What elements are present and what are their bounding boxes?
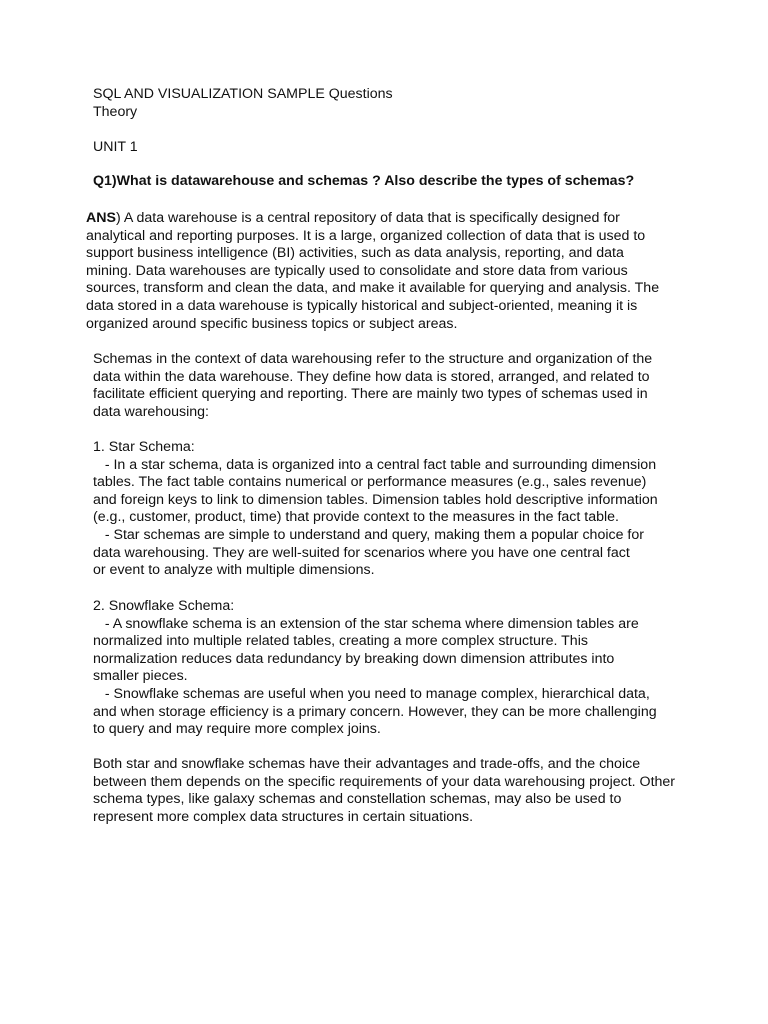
conclusion-paragraph bbox=[93, 756, 675, 826]
snowflake-schema-section bbox=[93, 598, 657, 739]
conclusion-line: between them depends on the specific requirements of your data warehousing project. Other bbox=[93, 773, 676, 790]
star-schema-line: and foreign keys to link to dimension tables. Dimension tables hold descriptive information bbox=[93, 491, 658, 508]
answer-line: sources, transform and clean the data, and make it available for querying and analysis. The bbox=[86, 280, 660, 297]
schemas-intro-line: Schemas in the context of data warehousing refer to the structure and organization of the bbox=[93, 351, 653, 367]
star-schema-heading: 1. Star Schema: bbox=[93, 439, 195, 455]
star-schema-line: tables. The fact table contains numerical or performance measures (e.g., sales revenue) bbox=[93, 474, 647, 491]
snowflake-schema-line: normalization reduces data redundancy by breaking down dimension attributes into bbox=[93, 650, 615, 667]
snowflake-schema-line: - A snowflake schema is an extension of the star schema where dimension tables are bbox=[93, 615, 639, 632]
schemas-intro-line: facilitate efficient querying and reporting. There are mainly two types of schemas used in bbox=[93, 386, 648, 403]
answer-line: analytical and reporting purposes. It is a large, organized collection of data that is used to bbox=[86, 227, 646, 244]
answer-label: ANS bbox=[86, 210, 116, 226]
schemas-intro-line: data warehousing: bbox=[93, 403, 209, 420]
snowflake-schema-line: and when storage efficiency is a primary concern. However, they can be more challenging bbox=[93, 703, 657, 720]
answer-line: data stored in a data warehouse is typically historical and subject-oriented, meaning it is bbox=[86, 297, 638, 314]
snowflake-schema-line: smaller pieces. bbox=[93, 668, 188, 685]
star-schema-section bbox=[93, 439, 658, 580]
answer-line: organized around specific business topics or subject areas. bbox=[86, 315, 458, 332]
conclusion-line: Both star and snowflake schemas have their advantages and trade-offs, and the choice bbox=[93, 756, 641, 772]
schemas-intro-paragraph bbox=[93, 351, 652, 421]
document-subtitle: Theory bbox=[93, 104, 138, 120]
conclusion-line: schema types, like galaxy schemas and constellation schemas, may also be used to bbox=[93, 791, 622, 808]
snowflake-schema-heading: 2. Snowflake Schema: bbox=[93, 598, 235, 614]
snowflake-schema-line: - Snowflake schemas are useful when you need to manage complex, hierarchical data, bbox=[93, 685, 650, 702]
question-heading: Q1)What is datawarehouse and schemas ? Also describe the types of schemas? bbox=[93, 173, 635, 189]
snowflake-schema-line: to query and may require more complex joins. bbox=[93, 721, 381, 738]
document-title: SQL AND VISUALIZATION SAMPLE Questions bbox=[93, 86, 393, 102]
star-schema-line: or event to analyze with multiple dimensions. bbox=[93, 562, 375, 579]
conclusion-line: represent more complex data structures in certain situations. bbox=[93, 808, 474, 825]
answer-line bbox=[86, 210, 659, 228]
answer-paragraph bbox=[86, 210, 659, 333]
star-schema-line: data warehousing. They are well-suited for scenarios where you have one central fact bbox=[93, 544, 630, 561]
star-schema-line: (e.g., customer, product, time) that provide context to the measures in the fact table. bbox=[93, 509, 619, 526]
answer-line: mining. Data warehouses are typically used to consolidate and store data from various bbox=[86, 262, 628, 279]
star-schema-line: - In a star schema, data is organized into a central fact table and surrounding dimension bbox=[93, 456, 657, 473]
answer-line-text: ) A data warehouse is a central repository of data that is specifically designed for bbox=[115, 210, 620, 226]
star-schema-line: - Star schemas are simple to understand and query, making them a popular choice for bbox=[93, 526, 644, 543]
unit-heading: UNIT 1 bbox=[93, 139, 138, 155]
snowflake-schema-line: normalized into multiple related tables, creating a more complex structure. This bbox=[93, 633, 588, 650]
answer-line: support business intelligence (BI) activities, such as data analysis, reporting, and data bbox=[86, 245, 624, 262]
schemas-intro-line: data within the data warehouse. They define how data is stored, arranged, and related to bbox=[93, 368, 650, 385]
